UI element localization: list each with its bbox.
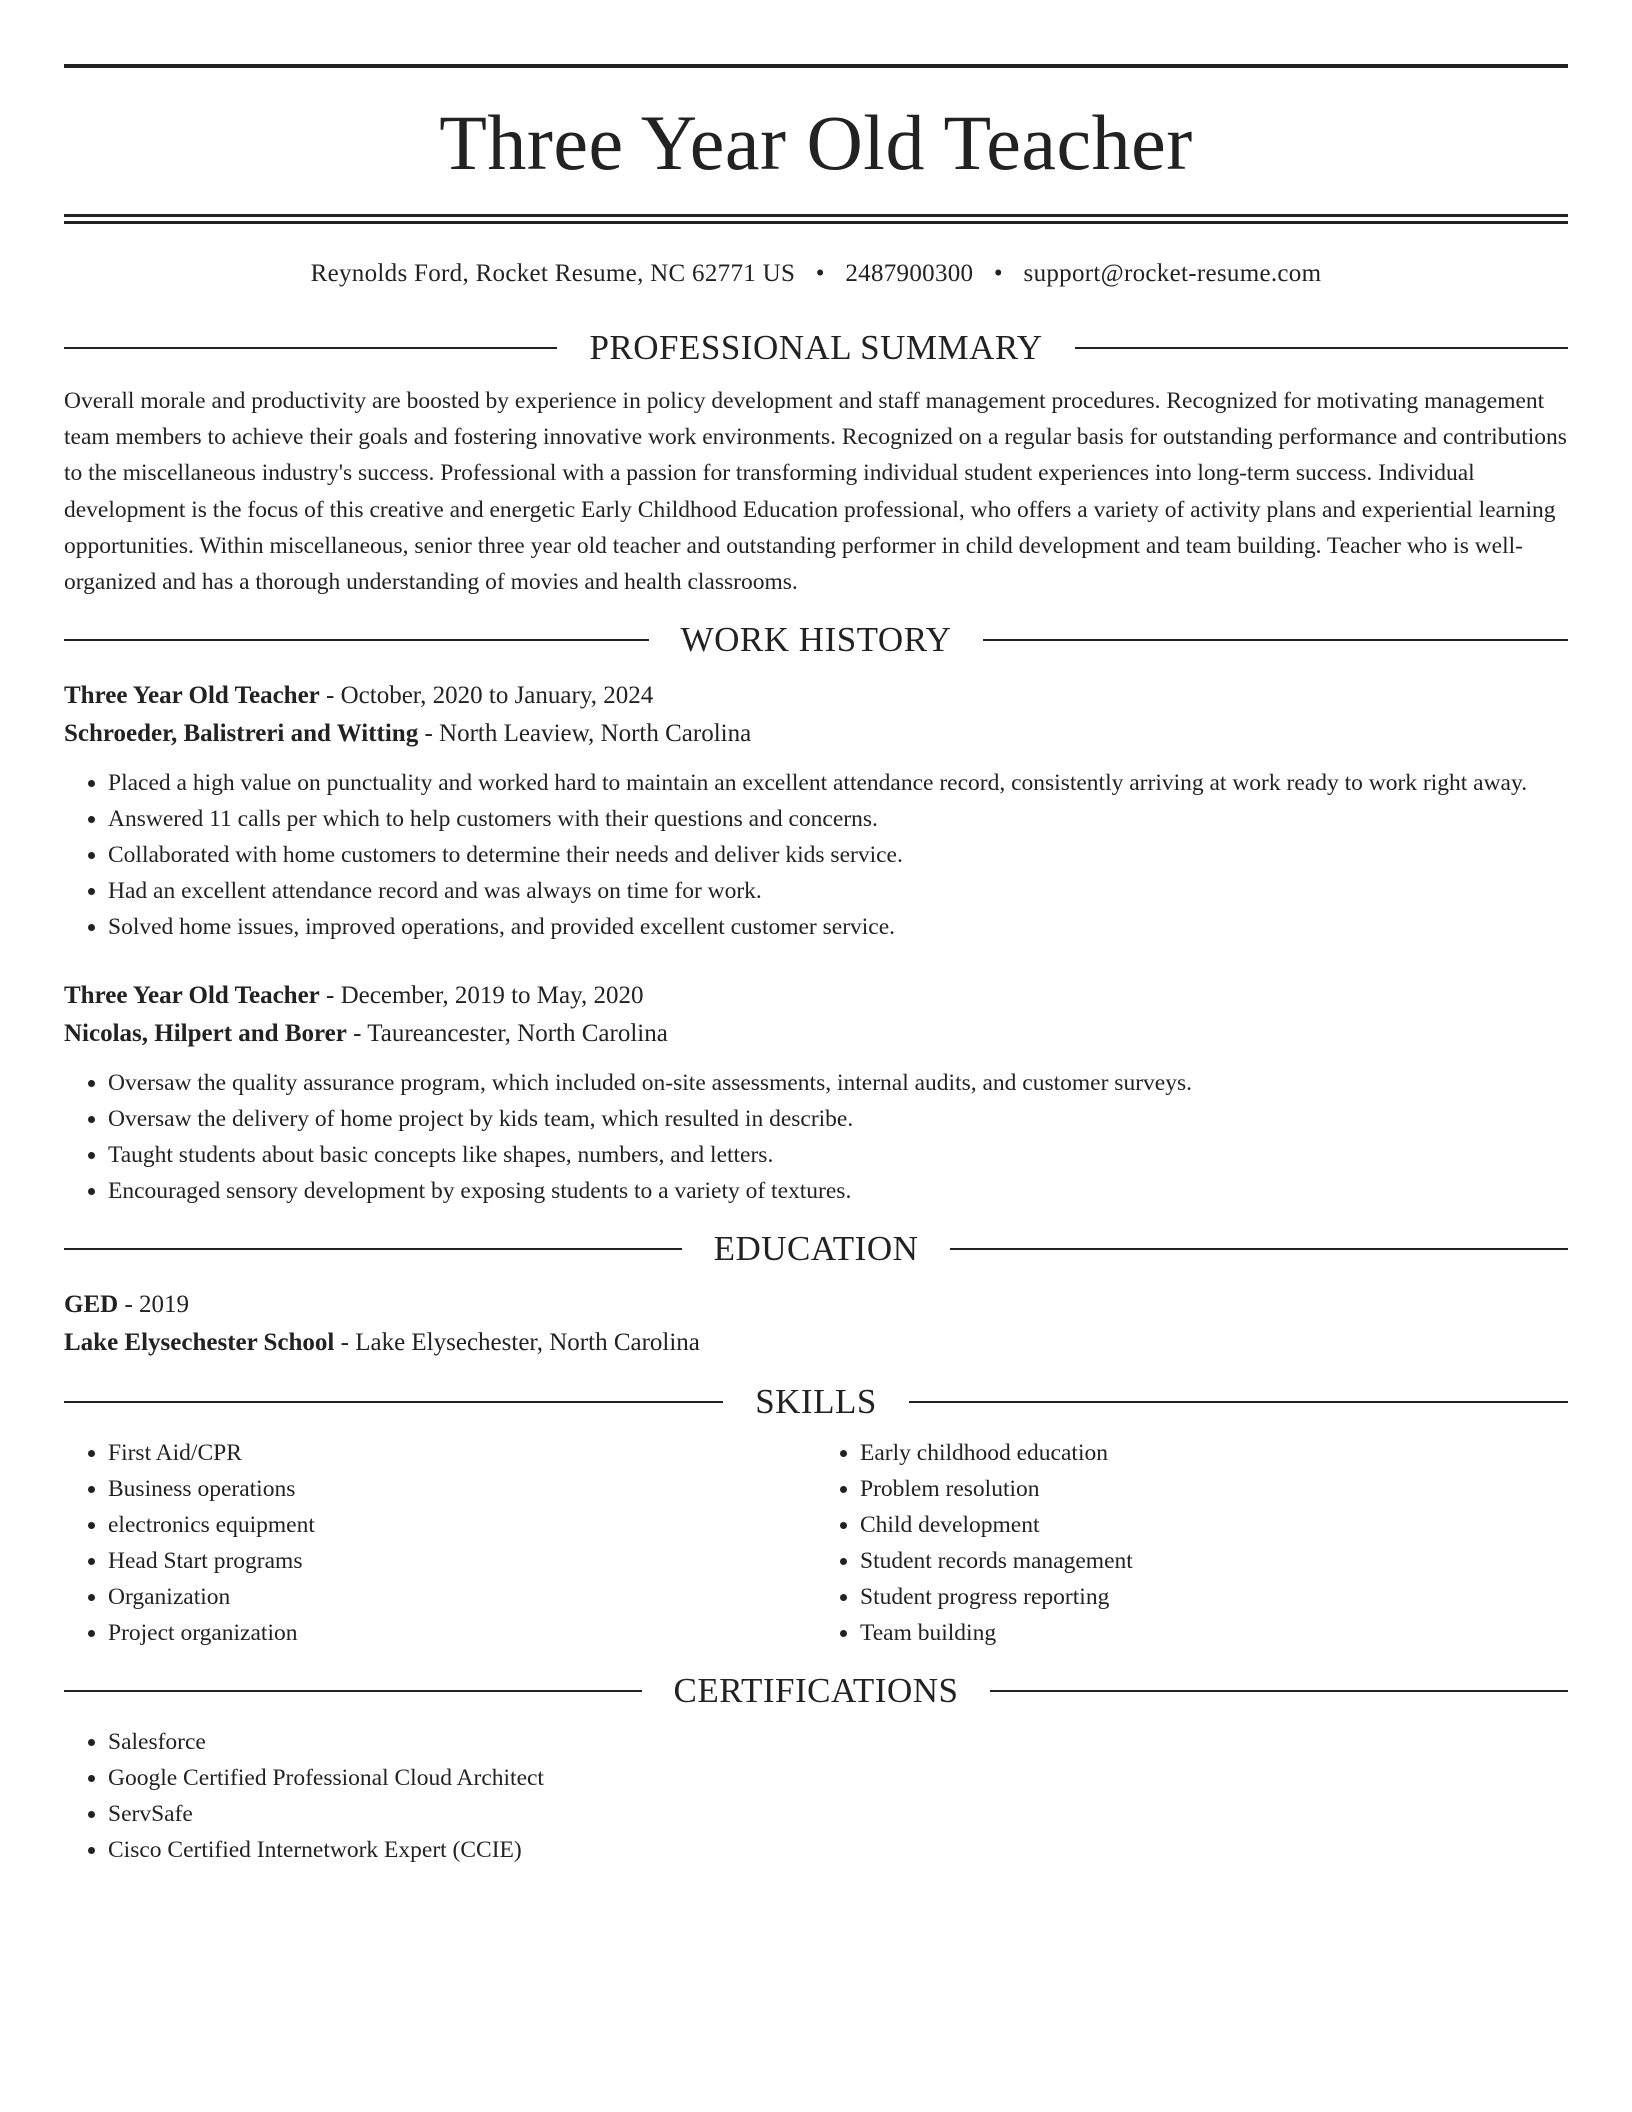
summary-heading-label: PROFESSIONAL SUMMARY bbox=[589, 328, 1043, 367]
job-entry-2 bbox=[64, 977, 1568, 1209]
education-degree-line bbox=[64, 1286, 1568, 1324]
job-title: Three Year Old Teacher bbox=[64, 682, 320, 710]
list-item: • Had an excellent attendance record and was always on time for work. bbox=[108, 873, 1568, 909]
list-item: • Problem resolution bbox=[860, 1471, 1568, 1507]
education-entry bbox=[64, 1286, 1568, 1362]
job-company-line bbox=[64, 1015, 1568, 1053]
work-heading-label: WORK HISTORY bbox=[680, 620, 952, 660]
job-title-line bbox=[64, 977, 1568, 1015]
work-section-heading bbox=[64, 620, 1568, 660]
education-section-heading bbox=[64, 1229, 1568, 1269]
list-item: • First Aid/CPR bbox=[108, 1435, 816, 1471]
job-title-line bbox=[64, 677, 1568, 715]
education-heading-label: EDUCATION bbox=[713, 1229, 919, 1269]
job-dates: - October, 2020 to January, 2024 bbox=[319, 682, 654, 710]
heading-rule-right bbox=[990, 1690, 1568, 1692]
certifications-section-heading bbox=[64, 1671, 1568, 1711]
heading-rule-left bbox=[64, 1690, 642, 1692]
contact-separator: • bbox=[993, 260, 1003, 287]
header-double-rule bbox=[64, 214, 1568, 224]
heading-rule-left bbox=[64, 1248, 682, 1250]
list-item: • Head Start programs bbox=[108, 1543, 816, 1579]
job-dates: - December, 2019 to May, 2020 bbox=[319, 982, 644, 1010]
list-item: • Cisco Certified Internetwork Expert (CCIE) bbox=[108, 1832, 1568, 1868]
contact-phone: 2487900300 bbox=[845, 260, 974, 287]
list-item: • Collaborated with home customers to determine their needs and deliver kids service. bbox=[108, 837, 1568, 873]
skills-list-right bbox=[816, 1435, 1568, 1651]
list-item: • Project organization bbox=[108, 1615, 816, 1651]
list-item: • Team building bbox=[860, 1615, 1568, 1651]
list-item: • Organization bbox=[108, 1579, 816, 1615]
job-title: Three Year Old Teacher bbox=[64, 982, 320, 1010]
job-location: - North Leaview, North Carolina bbox=[418, 720, 752, 748]
list-item: • Student progress reporting bbox=[860, 1579, 1568, 1615]
list-item: • electronics equipment bbox=[108, 1507, 816, 1543]
contact-email: support@rocket-resume.com bbox=[1023, 260, 1322, 287]
skills-heading-label: SKILLS bbox=[755, 1382, 877, 1422]
certifications-list bbox=[64, 1724, 1568, 1868]
education-school: Lake Elysechester School bbox=[64, 1329, 335, 1357]
list-item: • Oversaw the quality assurance program, which included on-site assessments, internal audits, and customer surveys. bbox=[108, 1065, 1568, 1101]
list-item: • Early childhood education bbox=[860, 1435, 1568, 1471]
job-company: Nicolas, Hilpert and Borer bbox=[64, 1020, 347, 1048]
heading-rule-left bbox=[64, 639, 649, 641]
education-school-line bbox=[64, 1324, 1568, 1362]
job-bullets bbox=[64, 1065, 1568, 1209]
job-company-line bbox=[64, 715, 1568, 753]
education-year: - 2019 bbox=[118, 1291, 190, 1319]
job-entry-1 bbox=[64, 677, 1568, 945]
list-item: • ServSafe bbox=[108, 1796, 1568, 1832]
resume-title: Three Year Old Teacher bbox=[439, 99, 1193, 186]
heading-rule-right bbox=[983, 639, 1568, 641]
job-company: Schroeder, Balistreri and Witting bbox=[64, 720, 419, 748]
list-item: • Solved home issues, improved operations, and provided excellent customer service. bbox=[108, 909, 1568, 945]
list-item: • Google Certified Professional Cloud Architect bbox=[108, 1760, 1568, 1796]
heading-rule-left bbox=[64, 1401, 723, 1403]
skills-section-heading bbox=[64, 1382, 1568, 1422]
header-top-rule bbox=[64, 64, 1568, 68]
list-item: • Salesforce bbox=[108, 1724, 1568, 1760]
summary-section-heading bbox=[64, 330, 1568, 365]
skills-columns bbox=[64, 1435, 1568, 1651]
list-item: • Oversaw the delivery of home project by kids team, which resulted in describe. bbox=[108, 1101, 1568, 1137]
list-item: • Child development bbox=[860, 1507, 1568, 1543]
education-degree: GED bbox=[64, 1291, 119, 1319]
list-item: • Student records management bbox=[860, 1543, 1568, 1579]
heading-rule-right bbox=[950, 1248, 1568, 1250]
job-bullets bbox=[64, 765, 1568, 945]
heading-rule-left bbox=[64, 347, 557, 349]
list-item: • Encouraged sensory development by exposing students to a variety of textures. bbox=[108, 1173, 1568, 1209]
contact-line bbox=[64, 260, 1568, 288]
skills-list-left bbox=[64, 1435, 816, 1651]
heading-rule-right bbox=[1075, 347, 1568, 349]
list-item: • Taught students about basic concepts like shapes, numbers, and letters. bbox=[108, 1137, 1568, 1173]
summary-paragraph: Overall morale and productivity are boosted by experience in policy development and staff management procedures. Recognized for motivating management team members to achieve their goals and fostering innovative work environments. Recognized on a regular basis for outstanding performance and contributions to the miscellaneous industry's success. Professional with a passion for transforming individual student experiences into long-term success. Individual development is the focus of this creative and energetic Early Childhood Education professional, who offers a variety of activity plans and experiential learning opportunities. Within miscellaneous, senior three year old teacher and outstanding performer in child development and team building. Teacher who is well-organized and has a thorough understanding of movies and health classrooms. bbox=[64, 388, 1567, 596]
heading-rule-right bbox=[909, 1401, 1568, 1403]
contact-address: Reynolds Ford, Rocket Resume, NC 62771 US bbox=[310, 260, 796, 287]
job-location: - Taureancester, North Carolina bbox=[346, 1020, 668, 1048]
education-location: - Lake Elysechester, North Carolina bbox=[334, 1329, 700, 1357]
list-item: • Placed a high value on punctuality and worked hard to maintain an excellent attendance record, consistently arriving at work ready to work right away. bbox=[108, 765, 1568, 801]
list-item: • Business operations bbox=[108, 1471, 816, 1507]
certifications-heading-label: CERTIFICATIONS bbox=[673, 1671, 959, 1711]
list-item: • Answered 11 calls per which to help customers with their questions and concerns. bbox=[108, 801, 1568, 837]
contact-separator: • bbox=[815, 260, 825, 287]
